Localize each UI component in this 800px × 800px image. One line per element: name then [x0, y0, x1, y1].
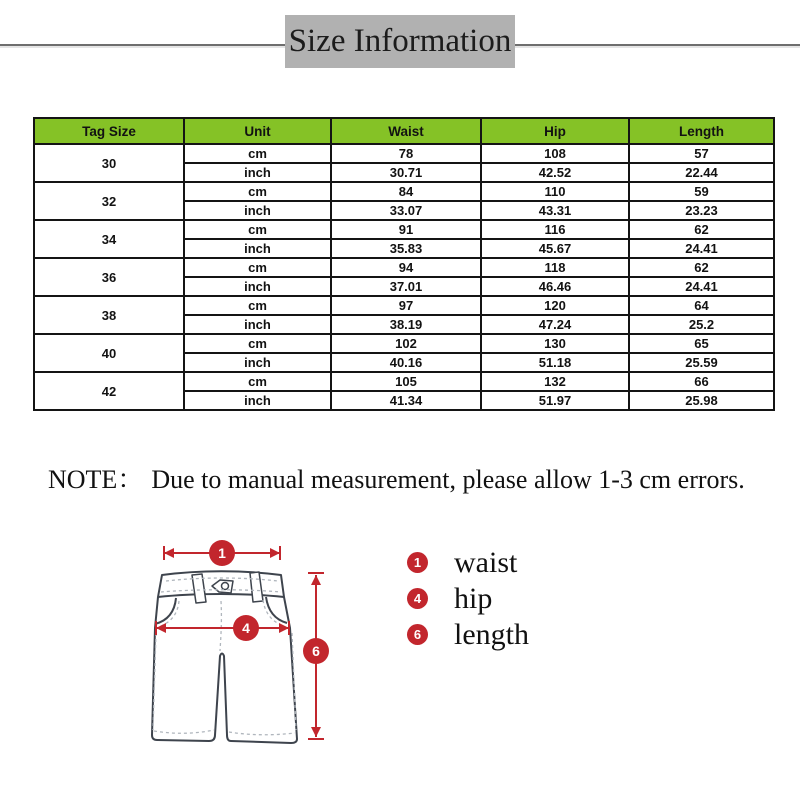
length-value-cell: 25.2 [629, 315, 774, 334]
length-value-cell: 25.59 [629, 353, 774, 372]
waist-value-cell: 41.34 [331, 391, 481, 410]
waist-value-cell: 84 [331, 182, 481, 201]
measurement-legend [407, 545, 529, 659]
tag-size-cell: 32 [34, 182, 184, 220]
section-title-banner [285, 15, 515, 68]
unit-cell: inch [184, 163, 331, 182]
table-row [34, 220, 774, 239]
length-value-cell: 24.41 [629, 239, 774, 258]
note-text: Due to manual measurement, please allow 1-3 cm errors. [151, 465, 745, 494]
hip-value-cell: 51.18 [481, 353, 629, 372]
unit-cell: cm [184, 144, 331, 163]
col-header-length: Length [629, 118, 774, 144]
hip-badge: 4 [407, 588, 428, 609]
hip-label: hip [454, 581, 493, 615]
unit-cell: inch [184, 239, 331, 258]
unit-cell: inch [184, 201, 331, 220]
note [48, 459, 768, 496]
length-value-cell: 23.23 [629, 201, 774, 220]
legend-item-length [407, 617, 529, 651]
hip-value-cell: 110 [481, 182, 629, 201]
table-row [34, 258, 774, 277]
length-label: length [454, 617, 529, 651]
waist-marker [209, 540, 235, 566]
waist-value-cell: 30.71 [331, 163, 481, 182]
hip-value-cell: 47.24 [481, 315, 629, 334]
size-table [33, 117, 775, 411]
hip-value-cell: 51.97 [481, 391, 629, 410]
waist-value-cell: 94 [331, 258, 481, 277]
tag-size-cell: 38 [34, 296, 184, 334]
length-value-cell: 59 [629, 182, 774, 201]
col-header-waist: Waist [331, 118, 481, 144]
length-marker-number: 6 [312, 643, 320, 659]
page-title: Size Information [288, 23, 512, 59]
tag-size-cell: 30 [34, 144, 184, 182]
note-label: NOTE： [48, 465, 144, 494]
length-value-cell: 57 [629, 144, 774, 163]
waist-value-cell: 35.83 [331, 239, 481, 258]
legend-item-hip [407, 581, 529, 615]
waist-value-cell: 78 [331, 144, 481, 163]
unit-cell: cm [184, 372, 331, 391]
tag-size-cell: 40 [34, 334, 184, 372]
length-value-cell: 64 [629, 296, 774, 315]
length-value-cell: 25.98 [629, 391, 774, 410]
waist-value-cell: 105 [331, 372, 481, 391]
waist-value-cell: 40.16 [331, 353, 481, 372]
waist-value-cell: 102 [331, 334, 481, 353]
length-marker [303, 638, 329, 664]
waist-value-cell: 37.01 [331, 277, 481, 296]
waist-value-cell: 91 [331, 220, 481, 239]
unit-cell: inch [184, 315, 331, 334]
waist-value-cell: 33.07 [331, 201, 481, 220]
legend-item-waist [407, 545, 529, 579]
table-row [34, 182, 774, 201]
waist-label: waist [454, 545, 518, 579]
tag-size-cell: 42 [34, 372, 184, 410]
length-badge: 6 [407, 624, 428, 645]
hip-value-cell: 46.46 [481, 277, 629, 296]
unit-cell: inch [184, 277, 331, 296]
hip-marker [233, 615, 259, 641]
unit-cell: cm [184, 296, 331, 315]
waist-marker-number: 1 [218, 545, 226, 561]
unit-cell: cm [184, 258, 331, 277]
unit-cell: cm [184, 182, 331, 201]
tag-size-cell: 34 [34, 220, 184, 258]
length-value-cell: 65 [629, 334, 774, 353]
hip-value-cell: 42.52 [481, 163, 629, 182]
table-row [34, 334, 774, 353]
col-header-tag-size: Tag Size [34, 118, 184, 144]
table-header-row [34, 118, 774, 144]
table-row [34, 372, 774, 391]
unit-cell: cm [184, 220, 331, 239]
shorts-measurement-diagram [140, 525, 360, 770]
length-value-cell: 62 [629, 258, 774, 277]
hip-value-cell: 116 [481, 220, 629, 239]
hip-value-cell: 43.31 [481, 201, 629, 220]
hip-value-cell: 108 [481, 144, 629, 163]
hip-value-cell: 120 [481, 296, 629, 315]
button-icon [222, 583, 229, 590]
unit-cell: inch [184, 353, 331, 372]
shorts-outline [152, 571, 297, 743]
length-value-cell: 66 [629, 372, 774, 391]
table-row [34, 144, 774, 163]
unit-cell: inch [184, 391, 331, 410]
waist-value-cell: 38.19 [331, 315, 481, 334]
hip-value-cell: 118 [481, 258, 629, 277]
length-value-cell: 22.44 [629, 163, 774, 182]
waist-badge: 1 [407, 552, 428, 573]
waist-value-cell: 97 [331, 296, 481, 315]
length-value-cell: 24.41 [629, 277, 774, 296]
hip-value-cell: 130 [481, 334, 629, 353]
tag-size-cell: 36 [34, 258, 184, 296]
table-row [34, 296, 774, 315]
col-header-unit: Unit [184, 118, 331, 144]
hip-marker-number: 4 [242, 620, 250, 636]
hip-value-cell: 45.67 [481, 239, 629, 258]
hip-value-cell: 132 [481, 372, 629, 391]
length-value-cell: 62 [629, 220, 774, 239]
col-header-hip: Hip [481, 118, 629, 144]
unit-cell: cm [184, 334, 331, 353]
